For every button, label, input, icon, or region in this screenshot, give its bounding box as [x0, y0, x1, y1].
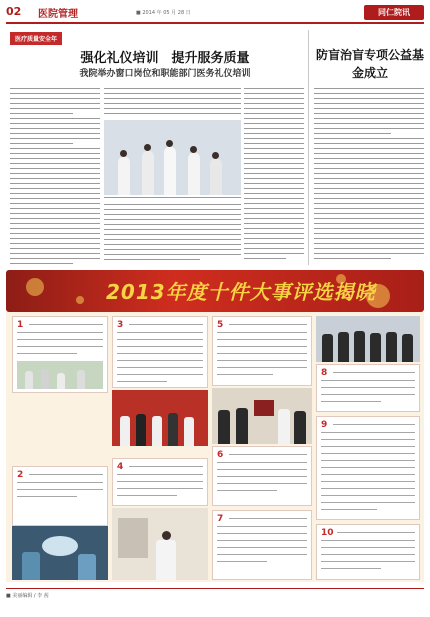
article2-body	[314, 88, 424, 266]
photo-caption	[104, 197, 241, 198]
event-card-10	[316, 524, 420, 580]
section-title: 医院管理	[38, 9, 78, 20]
event-card-8	[316, 364, 420, 412]
masthead-logo: 同仁院讯	[364, 5, 424, 20]
event-card-1	[12, 316, 108, 393]
event-photo-surgery	[12, 526, 108, 580]
column-tag: 医疗质量安全年	[10, 32, 62, 45]
article-body-col1	[10, 88, 100, 268]
event-photo	[17, 361, 103, 389]
event-card-5	[212, 316, 312, 386]
page-number: 02	[6, 5, 22, 18]
event-card-9	[316, 416, 420, 520]
event-number: 2	[17, 470, 24, 480]
event-number: 3	[117, 320, 124, 330]
event-number: 9	[321, 420, 328, 430]
event-photo-meeting	[212, 388, 312, 444]
event-number: 7	[217, 514, 224, 524]
event-card-4	[112, 458, 208, 506]
event-card-7	[212, 510, 312, 580]
column-divider	[308, 30, 309, 265]
article-body-col2-top	[104, 88, 241, 118]
article-subheadline: 我院举办窗口岗位和职能部门医务礼仪培训	[79, 69, 251, 79]
event-card-2	[12, 466, 108, 526]
page-footer	[6, 588, 424, 599]
event-number: 10	[321, 528, 334, 538]
event-photo-award	[112, 508, 208, 580]
event-card-3	[112, 316, 208, 388]
article-body-col3	[244, 88, 304, 268]
event-photo-ceremony	[112, 390, 208, 446]
event-number: 4	[117, 462, 124, 472]
top-ten-banner	[6, 270, 424, 312]
banner-title: 2013年度十件大事评选揭晓	[106, 280, 376, 304]
article-body-col2-bottom	[104, 204, 241, 268]
event-card-6	[212, 446, 312, 506]
event-number: 6	[217, 450, 224, 460]
article2-headline: 防盲治盲专项公益基金成立	[315, 48, 424, 80]
event-photo-group	[316, 316, 420, 362]
article-photo	[104, 120, 241, 195]
event-number: 1	[17, 320, 24, 330]
event-number: 5	[217, 320, 224, 330]
article-headline: 强化礼仪培训 提升服务质量	[80, 51, 250, 66]
issue-date: ■ 2014 年 05 月 28 日	[136, 10, 191, 16]
page-header	[6, 4, 424, 24]
event-number: 8	[321, 368, 328, 378]
footer-editor: ■ 美丽编辑 / 李 茜	[6, 593, 49, 599]
